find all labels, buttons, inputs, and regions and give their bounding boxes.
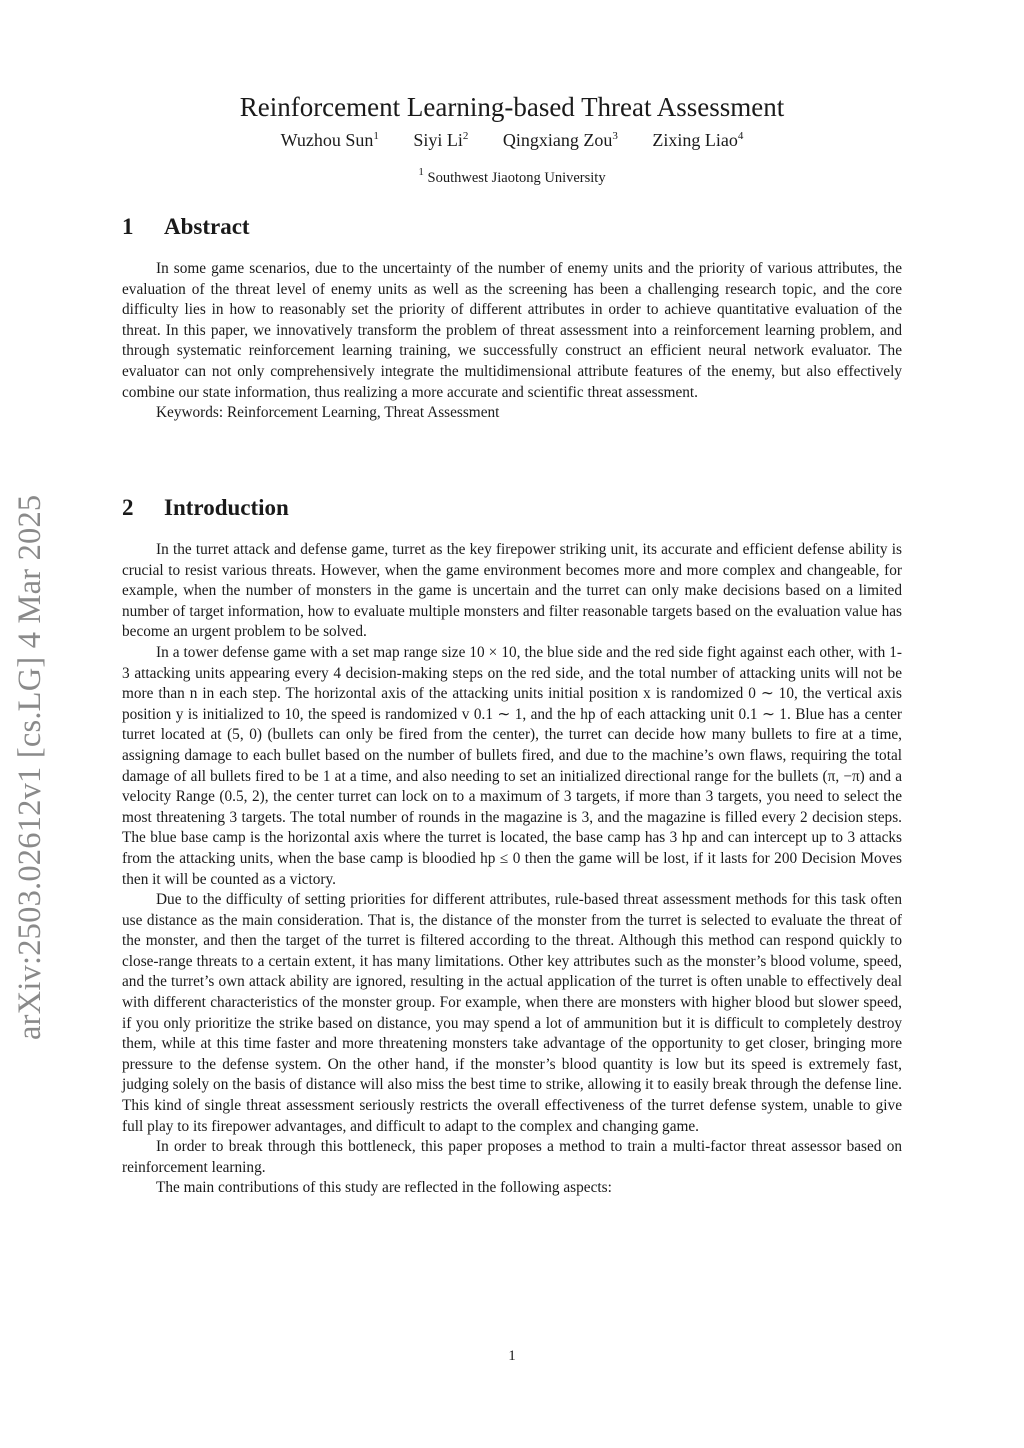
abstract-paragraph: In some game scenarios, due to the uncertainty of the number of enemy units and the priority of various attributes, the evaluation of the threat level of enemy units as well as the screening has been a challenging research topic, and the core difficulty lies in how to reasonably set the priority of different attributes in order to achieve quantitative evaluation of the threat. In this paper, we innovatively transform the problem of threat assessment into a reinforcement learning problem, and through systematic reinforcement learning training, we successfully construct an efficient neural network evaluator. The evaluator can not only comprehensively integrate the multidimensional attribute features of the enemy, but also effectively combine our state information, thus realizing a more accurate and scientific threat assessment. <box>122 260 902 401</box>
intro-paragraph-2: In a tower defense game with a set map range size 10 × 10, the blue side and the red side fight against each other, with 1-3 attacking units appearing every 4 decision-making steps on the red side, and the total number of attacking units will not be more than n in each step. The horizontal axis of the attacking units initial position x is randomized 0 ∼ 10, the vertical axis position y is initialized to 10, the speed is randomized v 0.1 ∼ 1, and the hp of each attacking unit 0.1 ∼ 1. Blue has a center turret located at (5, 0) (bullets can only be fired from the center), the turret can decide how many bullets to fire at a time, assigning damage to each bullet based on the number of bullets fired, and due to the machine’s own flaws, requiring the total damage of all bullets fired to be 1 at a time, and also needing to set an initialized directional range for the bullets (π, −π) and a velocity Range (0.5, 2), the center turret can lock on to a maximum of 3 targets, if more than 3 targets, you need to select the most threatening 3 targets. The total number of rounds in the magazine is 3, and the magazine is filled every 2 decision steps. The blue base camp is the horizontal axis where the turret is located, the base camp has 3 hp and can intercept up to 3 attacks from the attacking units, when the base camp is bloodied hp ≤ 0 then the game will be lost, if it lasts for 200 Decision Moves then it will be counted as a victory. <box>122 643 902 888</box>
affiliation: $^1$ Southwest Jiaotong University <box>418 166 606 186</box>
author: Siyi Li$^2$ <box>413 130 469 150</box>
arxiv-stamp: arXiv:2503.02612v1 [cs.LG] 4 Mar 2025 <box>12 494 48 1040</box>
intro-paragraph-1: In the turret attack and defense game, turret as the key firepower striking unit, its accurate and efficient defense ability is crucial to resist various threats. However, when the game environment becomes more and more complex and changeable, for example, when the number of monsters in the game is uncertain and the turret can only make decisions based on a limited number of target information, how to evaluate multiple monsters and filter reasonable targets based on the evaluation value has become an urgent problem to be solved. <box>122 541 902 641</box>
introduction-body <box>122 540 902 1199</box>
author: Qingxiang Zou$^3$ <box>502 130 618 150</box>
abstract-body <box>122 259 902 424</box>
section-heading-introduction: 2 Introduction <box>122 495 289 520</box>
page-number: 1 <box>508 1348 516 1364</box>
intro-paragraph-4: In order to break through this bottleneck, this paper proposes a method to train a multi-factor threat assessor based on reinforcement learning. <box>122 1138 902 1176</box>
intro-paragraph-5: The main contributions of this study are reflected in the following aspects: <box>156 1179 612 1197</box>
intro-paragraph-3: Due to the difficulty of setting priorities for different attributes, rule-based threat assessment methods for this task often use distance as the main consideration. That is, the distance of the monster from the turret is selected to evaluate the threat of the monster, and then the target of the turret is filtered according to the threat. Although this method can respond quickly to close-range threats to a certain extent, it has many limitations. Other key attributes such as the monster’s blood volume, speed, and the turret’s own attack ability are ignored, resulting in the actual application of the turret is often unable to effectively deal with different characteristics of the monster group. For example, when there are monsters with higher blood but slower speed, if you only prioritize the strike based on distance, you may spend a lot of ammunition but it is difficult to completely destroy them, while at this time faster and more threatening monsters take advantage of the opportunity to get closer, bringing more pressure to the defense system. On the other hand, if the monster’s blood quantity is low but its speed is extremely fast, judging solely on the basis of distance will also miss the best time to strike, allowing it to easily break through the defense line. This kind of single threat assessment seriously restricts the overall effectiveness of the turret defense system, unable to give full play to its firepower advantages, and difficult to adapt to the complex and changing game. <box>122 891 902 1135</box>
keywords: Keywords: Reinforcement Learning, Threat Assessment <box>156 404 500 422</box>
section-heading-abstract: 1 Abstract <box>122 214 250 239</box>
author: Zixing Liao$^4$ <box>652 130 744 150</box>
paper-title: Reinforcement Learning-based Threat Assessment <box>239 92 785 122</box>
author-list <box>0 124 1024 152</box>
author: Wuzhou Sun$^1$ <box>280 130 379 150</box>
